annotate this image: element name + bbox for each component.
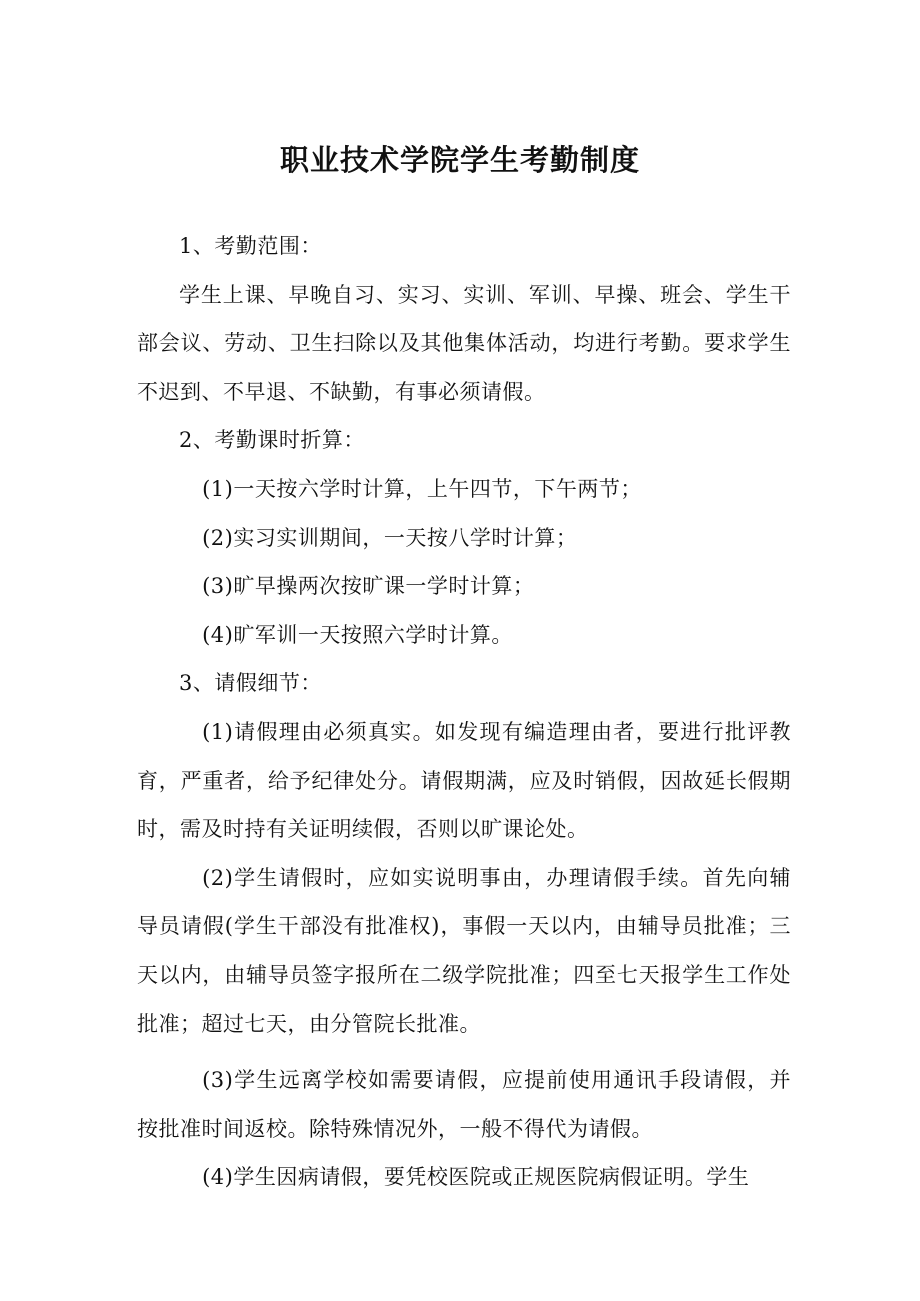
list-item-hour-conversion-2: (2)实习实训期间，一天按八学时计算；	[202, 525, 578, 550]
section-heading-leave-details: 3、请假细节：	[179, 671, 322, 696]
paragraph-leave-detail-1: (1)请假理由必须真实。如发现有编造理由者，要进行批评教育，严重者，给予纪律处分。请假期满，应及时销假，因故延长假期时，需及时持有关证明续假，否则以旷课论处。	[137, 719, 791, 842]
list-item-hour-conversion-4: (4)旷军训一天按照六学时计算。	[202, 622, 513, 647]
document-title: 职业技术学院学生考勤制度	[279, 143, 640, 177]
document-body	[137, 222, 791, 1202]
paragraph-leave-detail-4: (4)学生因病请假，要凭校医院或正规医院病假证明。学生	[202, 1165, 750, 1190]
paragraph-leave-detail-2: (2)学生请假时，应如实说明事由，办理请假手续。首先向辅导员请假(学生干部没有批准权)，事假一天以内，由辅导员批准；三天以内，由辅导员签字报所在二级学院批准；四至七天报学生工作处批准；超过七天，由分管院长批准。	[137, 865, 791, 1036]
section-heading-attendance-scope: 1、考勤范围：	[179, 234, 322, 258]
list-item-hour-conversion-1: (1)一天按六学时计算，上午四节，下午两节；	[202, 476, 642, 501]
list-item-hour-conversion-3: (3)旷早操两次按旷课一学时计算；	[202, 574, 535, 599]
paragraph-leave-detail-3: (3)学生远离学校如需要请假，应提前使用通讯手段请假，并按批准时间返校。除特殊情况外，一般不得代为请假。	[137, 1068, 791, 1141]
section-heading-hour-conversion: 2、考勤课时折算：	[179, 428, 365, 453]
paragraph-attendance-scope: 学生上课、早晚自习、实习、实训、军训、早操、班会、学生干部会议、劳动、卫生扫除以及其他集体活动，均进行考勤。要求学生不迟到、不早退、不缺勤，有事必须请假。	[137, 282, 791, 404]
